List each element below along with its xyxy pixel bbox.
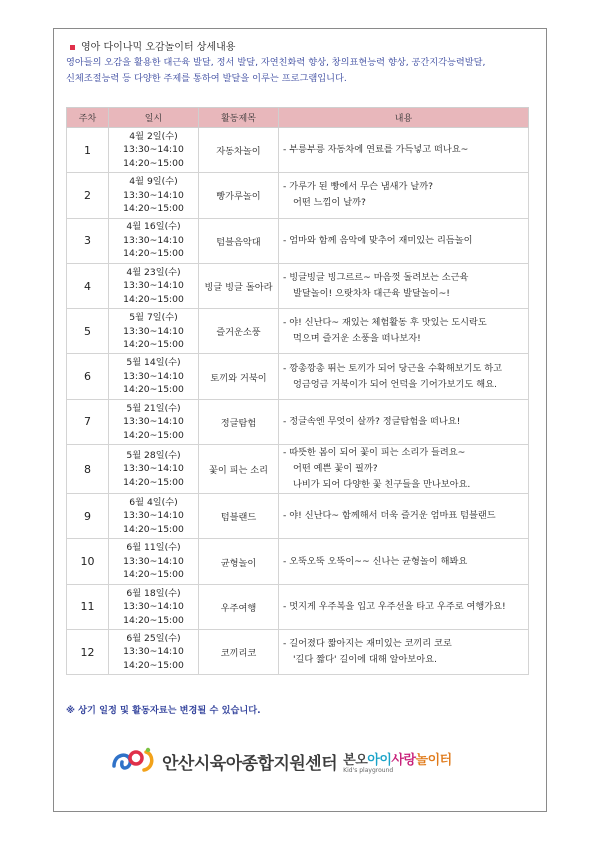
content-line: 어떤 느낌이 날까? — [293, 197, 366, 209]
time-slot-2: 14:20~15:00 — [123, 659, 184, 671]
week-cell: 11 — [67, 584, 109, 629]
content-line: - 부릉부릉 자동차에 연료를 가득넣고 떠나요~ — [283, 144, 469, 156]
date-text: 5월 7일(수) — [129, 312, 178, 324]
activity-title-cell: 코끼리코 — [199, 629, 279, 674]
date-text: 5월 14일(수) — [126, 357, 181, 369]
activity-title-cell: 우주여행 — [199, 584, 279, 629]
time-slot-2: 14:20~15:00 — [123, 293, 184, 305]
time-slot-2: 14:20~15:00 — [123, 476, 184, 488]
time-slot-1: 13:30~14:10 — [123, 416, 184, 428]
week-cell: 8 — [67, 445, 109, 494]
date-cell — [109, 584, 199, 629]
time-slot-1: 13:30~14:10 — [123, 463, 184, 475]
date-cell — [109, 629, 199, 674]
time-slot-2: 14:20~15:00 — [123, 157, 184, 169]
content-cell — [279, 218, 529, 263]
content-line: - 오뚝오뚝 오뚝이~~ 신나는 균형놀이 해봐요 — [283, 555, 468, 567]
content-cell — [279, 399, 529, 444]
brand-sub: Kid's playground — [343, 766, 394, 774]
activity-title-cell: 자동차놀이 — [199, 128, 279, 173]
date-cell — [109, 539, 199, 584]
content-line: - 엄마와 함께 음악에 맞추어 재미있는 리듬놀이 — [283, 234, 473, 246]
content-line: - 따뜻한 봄이 되어 꽃이 피는 소리가 들려요~ — [283, 447, 466, 459]
content-line: 먹으며 즐거운 소풍을 떠나보자! — [293, 333, 421, 345]
content-line: - 가루가 된 빵에서 무슨 냄새가 날까? — [283, 181, 433, 193]
table-row — [67, 354, 529, 399]
time-slot-1: 13:30~14:10 — [123, 370, 184, 382]
brand-part-2: 아이 — [367, 752, 392, 768]
date-cell — [109, 173, 199, 218]
time-slot-1: 13:30~14:10 — [123, 646, 184, 658]
activity-title-cell: 균형놀이 — [199, 539, 279, 584]
week-cell: 3 — [67, 218, 109, 263]
week-cell: 5 — [67, 309, 109, 354]
table-row — [67, 629, 529, 674]
week-cell: 4 — [67, 263, 109, 308]
brand-name — [343, 749, 452, 768]
activity-title-cell: 토끼와 거북이 — [199, 354, 279, 399]
activity-title-cell: 텀블음악대 — [199, 218, 279, 263]
time-slot-1: 13:30~14:10 — [123, 189, 184, 201]
content-line: - 야! 신난다~ 함께해서 더욱 즐거운 엄마표 텀블랜드 — [283, 510, 496, 522]
content-line: - 깡총깡총 뛰는 토끼가 되어 당근을 수확해보기도 하고 — [283, 362, 503, 374]
time-slot-1: 13:30~14:10 — [123, 144, 184, 156]
time-slot-1: 13:30~14:10 — [123, 555, 184, 567]
week-cell: 2 — [67, 173, 109, 218]
week-cell: 12 — [67, 629, 109, 674]
content-line: 어떤 예쁜 꽃이 필까? — [293, 463, 378, 475]
footer — [110, 744, 452, 778]
date-cell — [109, 309, 199, 354]
time-slot-2: 14:20~15:00 — [123, 203, 184, 215]
week-cell: 6 — [67, 354, 109, 399]
brand-part-1: 본오 — [343, 752, 368, 768]
table-row — [67, 309, 529, 354]
time-slot-2: 14:20~15:00 — [123, 384, 184, 396]
date-text: 4월 2일(수) — [129, 130, 178, 142]
date-text: 4월 16일(수) — [126, 221, 181, 233]
time-slot-1: 13:30~14:10 — [123, 280, 184, 292]
date-cell — [109, 128, 199, 173]
time-slot-2: 14:20~15:00 — [123, 248, 184, 260]
table-row — [67, 539, 529, 584]
content-line: - 빙글빙글 빙그르르~ 마음껏 돌려보는 소근육 — [283, 272, 469, 284]
date-cell — [109, 494, 199, 539]
date-cell — [109, 354, 199, 399]
section-title — [70, 38, 235, 53]
content-line: '길다 짧다' 길이에 대해 알아보아요. — [293, 654, 437, 666]
date-cell — [109, 218, 199, 263]
table-header-row — [67, 108, 529, 128]
content-cell — [279, 494, 529, 539]
week-cell: 7 — [67, 399, 109, 444]
header-date: 일시 — [109, 108, 199, 128]
content-cell — [279, 629, 529, 674]
content-line: - 야! 신난다~ 재있는 체험활동 후 맛있는 도시락도 — [283, 317, 487, 329]
brand-part-3: 사랑 — [391, 752, 416, 768]
date-text: 6월 18일(수) — [126, 587, 181, 599]
intro-line-2: 신체조절능력 등 다양한 주제를 통하여 발달을 이루는 프로그램입니다. — [66, 73, 347, 84]
org-name: 안산시육아종합지원센터 — [162, 753, 338, 774]
activity-title-cell: 텀블랜드 — [199, 494, 279, 539]
time-slot-2: 14:20~15:00 — [123, 569, 184, 581]
week-cell: 1 — [67, 128, 109, 173]
header-title: 활동제목 — [199, 108, 279, 128]
content-line: - 멋지게 우주복을 입고 우주선을 타고 우주로 여행가요! — [283, 600, 506, 612]
time-slot-2: 14:20~15:00 — [123, 523, 184, 535]
time-slot-1: 13:30~14:10 — [123, 510, 184, 522]
week-cell: 9 — [67, 494, 109, 539]
content-line: 발달놀이! 으랏차차 대근육 발달놀이~! — [293, 288, 450, 300]
date-text: 6월 25일(수) — [126, 632, 181, 644]
week-cell: 10 — [67, 539, 109, 584]
table-row — [67, 128, 529, 173]
date-text: 6월 11일(수) — [126, 542, 181, 554]
date-cell — [109, 263, 199, 308]
table-row — [67, 173, 529, 218]
header-content: 내용 — [279, 108, 529, 128]
date-text: 5월 21일(수) — [126, 402, 181, 414]
date-text: 4월 23일(수) — [126, 266, 181, 278]
time-slot-1: 13:30~14:10 — [123, 601, 184, 613]
content-cell — [279, 173, 529, 218]
time-slot-2: 14:20~15:00 — [123, 429, 184, 441]
intro-line-1: 영아들의 오감을 활용한 대근육 발달, 정서 발달, 자연친화력 향상, 창의표현능력 향상, 공간지각능력발달, — [66, 57, 486, 68]
table-row — [67, 218, 529, 263]
content-line: - 길어졌다 짧아지는 재미있는 코끼리 코로 — [283, 638, 452, 650]
schedule-table — [66, 107, 529, 675]
table-row — [67, 584, 529, 629]
header-week: 주차 — [67, 108, 109, 128]
activity-title-cell: 빙글 빙글 돌아라 — [199, 263, 279, 308]
table-row — [67, 263, 529, 308]
intro-text — [66, 55, 536, 87]
content-cell — [279, 263, 529, 308]
date-text: 6월 4일(수) — [129, 496, 178, 508]
content-line: 나비가 되어 다양한 꽃 친구들을 만나보아요. — [293, 479, 471, 491]
date-cell — [109, 445, 199, 494]
activity-title-cell: 빵가루놀이 — [199, 173, 279, 218]
brand-part-4: 놀이터 — [415, 752, 452, 768]
brand-logo — [343, 749, 452, 774]
date-text: 5월 28일(수) — [126, 449, 181, 461]
table-row — [67, 399, 529, 444]
notice-text: ※ 상기 일정 및 활동자료는 변경될 수 있습니다. — [66, 705, 261, 716]
date-text: 4월 9일(수) — [129, 176, 178, 188]
content-cell — [279, 539, 529, 584]
table-row — [67, 445, 529, 494]
activity-title-cell: 꽃이 피는 소리 — [199, 445, 279, 494]
time-slot-1: 13:30~14:10 — [123, 234, 184, 246]
time-slot-1: 13:30~14:10 — [123, 325, 184, 337]
content-cell — [279, 354, 529, 399]
date-cell — [109, 399, 199, 444]
content-line: - 정글속엔 무엇이 살까? 정글탐험을 떠나요! — [283, 415, 461, 427]
content-cell — [279, 309, 529, 354]
content-line: 엉금엉금 거북이가 되어 언덕을 기어가보기도 해요. — [293, 378, 497, 390]
center-logo-icon — [110, 746, 158, 776]
time-slot-2: 14:20~15:00 — [123, 339, 184, 351]
section-title-text: 영아 다이나믹 오감놀이터 상세내용 — [81, 42, 236, 53]
content-cell — [279, 128, 529, 173]
time-slot-2: 14:20~15:00 — [123, 614, 184, 626]
content-cell — [279, 584, 529, 629]
bullet-icon — [70, 45, 75, 50]
content-cell — [279, 445, 529, 494]
activity-title-cell: 즐거운소풍 — [199, 309, 279, 354]
table-row — [67, 494, 529, 539]
activity-title-cell: 정글탐험 — [199, 399, 279, 444]
